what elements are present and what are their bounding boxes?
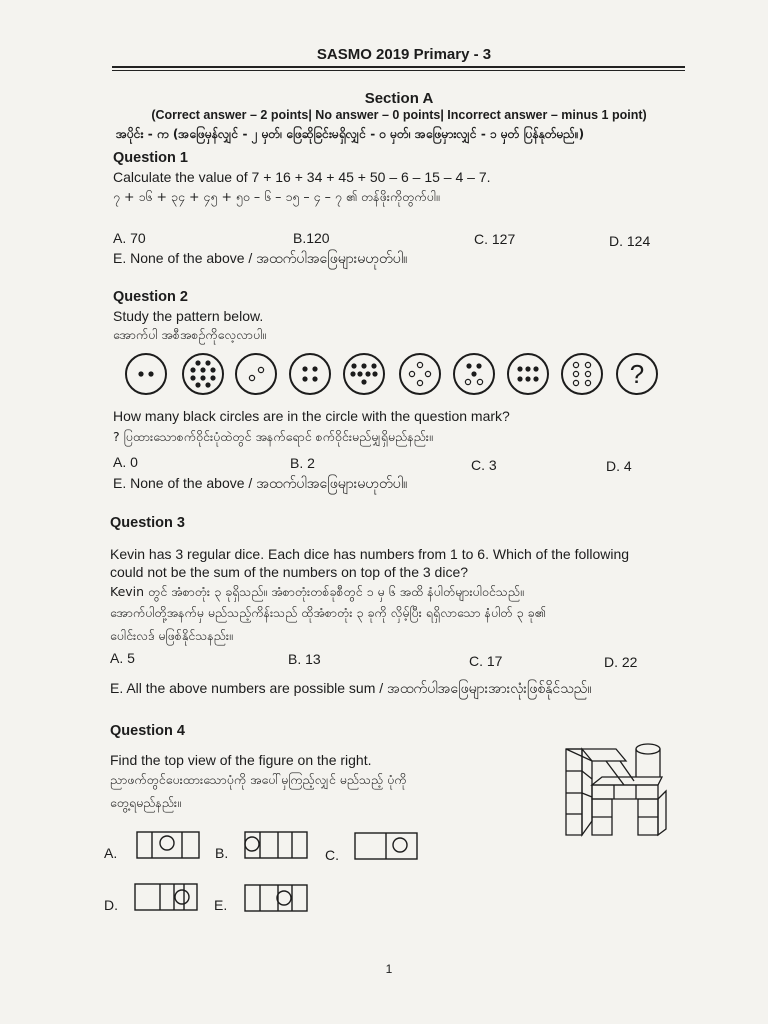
header-rule	[112, 66, 685, 68]
q4-text-en: Find the top view of the figure on the right.	[110, 752, 372, 768]
q1-text-en: Calculate the value of 7 + 16 + 34 + 45 + 50 – 6 – 15 – 4 – 7.	[113, 169, 491, 185]
q3-option-d: D. 22	[604, 654, 638, 670]
q4-option-d-label: D.	[104, 897, 118, 913]
q4-option-a-label: A.	[104, 845, 118, 861]
q4-text-my-2: တွေ့ရမည်နည်း။	[110, 795, 181, 810]
q1-option-c: C. 127	[474, 231, 516, 247]
q4-option-b-figure	[244, 831, 308, 859]
q4-title: Question 4	[110, 723, 185, 739]
q3-option-c: C. 17	[469, 653, 503, 669]
q1-title: Question 1	[113, 150, 188, 166]
q4-text-my-1: ညာဖက်တွင်ပေးထားသောပုံကို အပေါ်မှကြည့်လျှင် မည်သည့် ပုံကို	[110, 772, 407, 787]
pattern-circle-4	[290, 354, 330, 394]
q2-text-my: အောက်ပါ အစီအစဉ်ကိုလေ့လာပါ။	[113, 327, 267, 342]
section-scoring-my: အပိုင်း - က (အဖြေမှန်လျှင် - ၂ မှတ်၊ ဖြေဆိုခြင်းမရှိလျှင် - ၀ မှတ်၊ အဖြေမှားလျှင် - ၁ မှတ် ပြန်နုတ်မည်။)	[116, 127, 585, 141]
header-rule-thin	[112, 70, 685, 71]
q2-option-d: D. 4	[606, 458, 632, 474]
block-figure	[562, 741, 672, 839]
q3-title: Question 3	[110, 515, 185, 531]
q4-option-a-figure	[136, 831, 200, 859]
q3-text-my-1: Kevin တွင် အံစာတုံး ၃ ခုရှိသည်။ အံစာတုံးတစ်ခုစီတွင် ၁ မှ ၆ အထိ နံပါတ်များပါဝင်သည်။	[110, 584, 524, 599]
q3-text-en-1: Kevin has 3 regular dice. Each dice has numbers from 1 to 6. Which of the following	[110, 546, 630, 562]
q2-text-en: Study the pattern below.	[113, 308, 264, 324]
q3-option-a: A. 5	[110, 650, 135, 666]
q1-text-my: ၇ + ၁၆ + ၃၄ + ၄၅ + ၅၀ – ၆ – ၁၅ – ၄ – ၇ ၏ တန်ဖိုးကိုတွက်ပါ။	[113, 189, 440, 204]
q1-option-b: B.120	[293, 230, 330, 246]
q2-question-my: ? ပြထားသောစက်ဝိုင်းပုံထဲတွင် အနက်ရောင် စက်ဝိုင်းမည်မျှရှိမည်နည်း။	[113, 429, 433, 444]
q3-option-e: E. All the above numbers are possible sum / အထက်ပါအဖြေများအားလုံးဖြစ်နိုင်သည်။	[110, 680, 592, 696]
q2-option-a: A. 0	[113, 454, 138, 470]
pattern-circle-5	[344, 354, 384, 394]
q3-text-en-2: could not be the sum of the numbers on top of the 3 dice?	[110, 564, 469, 580]
q1-option-d: D. 124	[609, 233, 651, 249]
page-number: 1	[385, 962, 393, 976]
pattern-circle-9	[562, 354, 602, 394]
page-header: SASMO 2019 Primary - 3	[316, 46, 492, 63]
q4-option-e-label: E.	[214, 897, 228, 913]
q4-option-d-figure	[134, 883, 198, 911]
section-title: Section A	[364, 90, 434, 107]
pattern-circle-1	[126, 354, 166, 394]
circle-pattern	[125, 352, 665, 396]
pattern-circle-3	[236, 354, 276, 394]
q4-option-c-label: C.	[325, 847, 339, 863]
q4-option-b-label: B.	[215, 845, 229, 861]
q2-question-en: How many black circles are in the circle with the question mark?	[113, 408, 510, 424]
q1-option-e: E. None of the above / အထက်ပါအဖြေများမဟုတ်ပါ။	[113, 250, 408, 266]
q2-title: Question 2	[113, 289, 188, 305]
q3-option-b: B. 13	[288, 651, 321, 667]
q2-option-c: C. 3	[471, 457, 497, 473]
q3-text-my-2: အောက်ပါတို့အနက်မှ မည်သည့်ကိန်းသည် ထိုအံစာတုံး ၃ ခုကို လှိမ့်ပြီး ရရှိလာသော နံပါတ် ၃ ခု၏	[110, 605, 546, 620]
pattern-circle-6	[400, 354, 440, 394]
q4-option-c-figure	[354, 832, 418, 860]
pattern-circle-8	[508, 354, 548, 394]
pattern-circle-2	[183, 354, 223, 394]
q4-option-e-figure	[244, 884, 308, 912]
q3-text-my-3: ပေါင်းလဒ် မဖြစ်နိုင်သနည်း။	[110, 628, 233, 643]
question-mark: ?	[629, 359, 645, 389]
q1-option-a: A. 70	[113, 230, 146, 246]
q2-option-e: E. None of the above / အထက်ပါအဖြေများမဟုတ်ပါ။	[113, 475, 408, 491]
section-scoring-en: (Correct answer – 2 points| No answer – 0 points| Incorrect answer – minus 1 point)	[151, 108, 647, 122]
q2-option-b: B. 2	[290, 455, 315, 471]
